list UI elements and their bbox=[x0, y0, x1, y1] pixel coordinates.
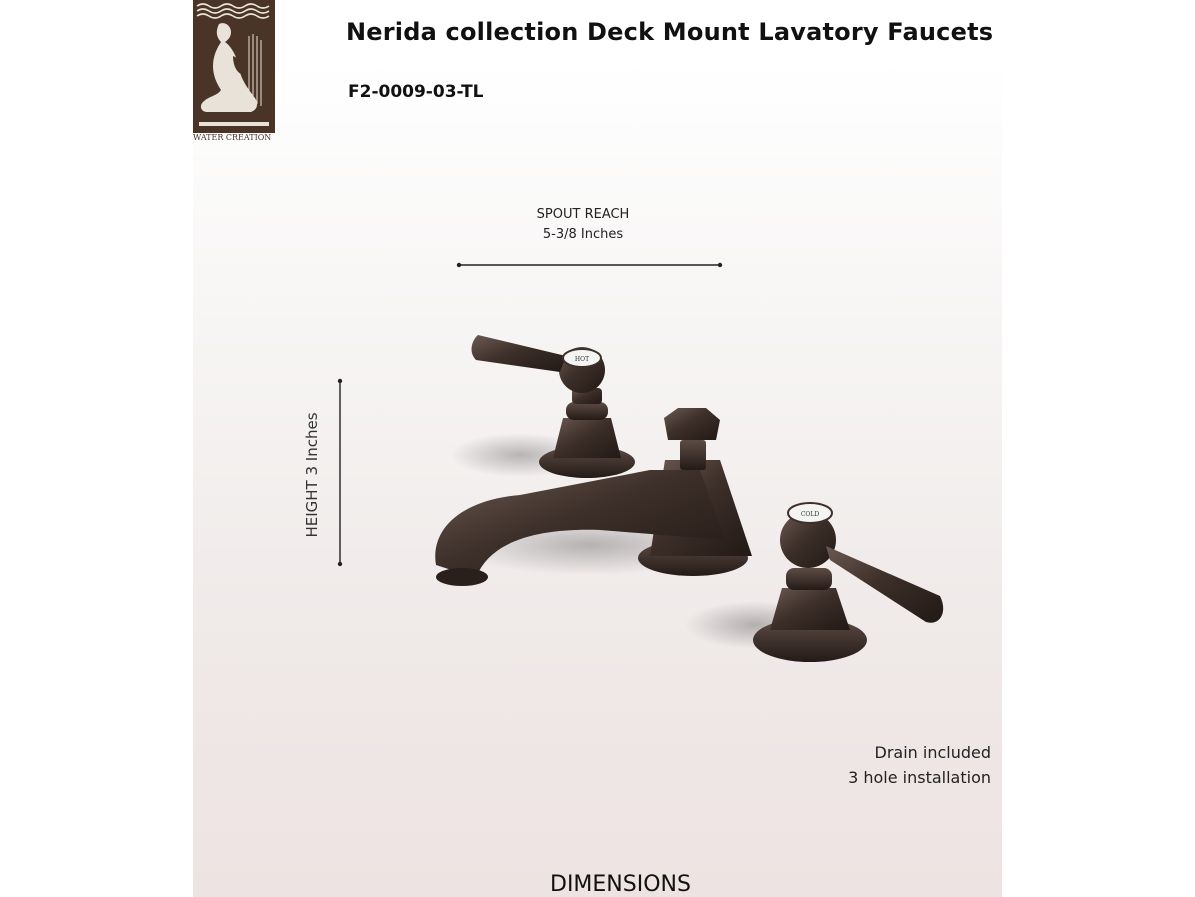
spout-reach-dimension-line bbox=[457, 263, 722, 267]
spout-reach-label: SPOUT REACH bbox=[536, 207, 630, 222]
logo-brand-text: WATER CREATION bbox=[193, 133, 272, 142]
note-installation: 3 hole installation bbox=[848, 768, 991, 787]
hot-index-cap: HOT bbox=[574, 356, 590, 363]
dimensions-heading: DIMENSIONS bbox=[550, 872, 691, 897]
cold-valve bbox=[753, 503, 943, 662]
product-notes bbox=[848, 740, 991, 790]
cold-index-cap: COLD bbox=[800, 511, 820, 518]
model-number: F2-0009-03-TL bbox=[348, 82, 484, 102]
spout-reach-value: 5-3/8 Inches bbox=[542, 227, 624, 242]
note-drain: Drain included bbox=[874, 743, 991, 762]
height-annotation: HEIGHT 3 Inches bbox=[303, 412, 321, 538]
page-title: Nerida collection Deck Mount Lavatory Faucets bbox=[346, 18, 994, 46]
height-dimension-line bbox=[338, 379, 342, 566]
